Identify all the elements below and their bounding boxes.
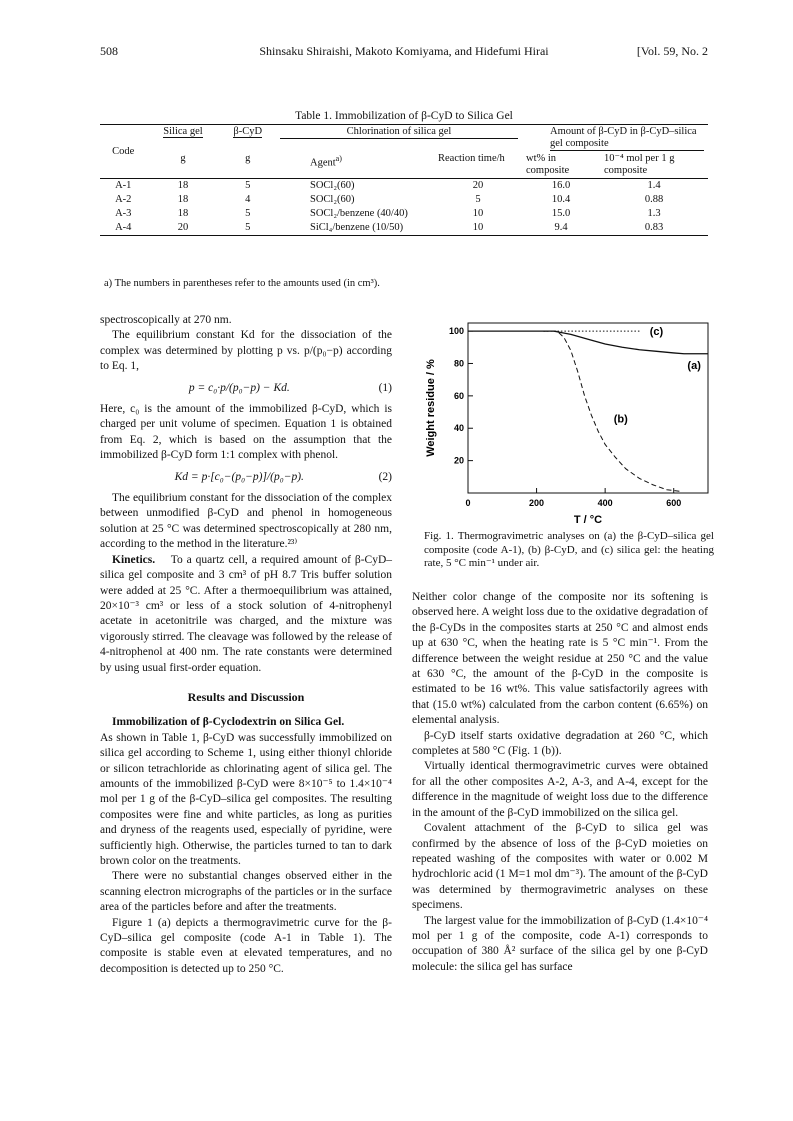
th-agent: Agent$^{a)}$ [310,154,342,169]
table-row: A-4 20 5 SiCl₄/benzene (10/50) 10 9.4 0.83 [100,221,708,236]
series-line-1 [543,331,680,491]
x-tick-label: 0 [465,498,471,508]
subsection-heading: Immobilization of β-Cyclodextrin on Silica Gel. [112,716,345,729]
paragraph: Here, c₀ is the amount of the immobilized β-CyD, which is charged per unit volume of specimen. Equation 1 is obtained from Eq. 2, which is based on the assumption that the immobilized β-CyD form 1:1 complex with phenol. [100,403,392,462]
x-tick-label: 600 [666,498,682,508]
paragraph: Neither color change of the composite nor its softening is observed here. A weight loss due to the oxidative degradation of the β-CyDs in the composites starts at 250 °C and almost ends up at 630 °C, when the heating rate is 5 °C min⁻¹. From the difference between the weight residue at 250 °C and the value at 630 °C, the amount of the β-CyD in the composite is estimated to be 16 wt%. This value satisfactorily agrees with that (15.0 wt%) calculated from the carbon content (6.65%) on elemental analysis. [412,591,708,727]
paragraph: The equilibrium constant for the dissociation of the complex between unmodified β-CyD and phenol in homogeneous solution at 25 °C was determined spectroscopically at 280 nm, according to the method in the literature.²³⁾ [100,492,392,551]
table-row: A-1 18 5 SOCl₂(60) 20 16.0 1.4 [115,180,661,191]
th-cyd: β-CyD [233,126,263,137]
paragraph: Figure 1 (a) depicts a thermogravimetric curve for the β-CyD–silica gel composite (code A-1 in Table 1). The composite is stable even at elevated temperatures, and no decomposition is detected up to 250 °C. [100,916,392,975]
th-code: Code [100,125,146,179]
equation-2: Kd = p·[c₀−(p₀−p)]/(p₀−p). (2) [174,470,392,483]
page-number: 508 [100,44,118,58]
x-axis-label: T / °C [573,514,603,526]
th-amount: Amount of β-CyD in β-CyD–silica gel composite [522,125,708,153]
paragraph: β-CyD itself starts oxidative degradation at 260 °C, which completes at 580 °C (Fig. 1 (b)). [412,729,708,758]
table-footnote: a) The numbers in parentheses refer to the amounts used (in cm³). [104,278,380,289]
paragraph: Kinetics. To a quartz cell, a required amount of β-CyD–silica gel composite and 3 cm³ of pH 8.7 Tris buffer solution were added at 25 °C. After a thermoequilibrium was attained, 20×10⁻³ cm³ or less of a stock solution of 4-nitrophenyl acetate in acetonitrile was charged, and the mixture was vigorously stirred. The cleavage was followed by the release of 4-nitrophenol at 400 nm. The rate constants were determined by using usual first-order equation. [100,553,393,674]
th-wt: wt% in composite [526,153,570,176]
kinetics-heading: Kinetics. [112,553,156,566]
y-tick-label: 40 [453,423,464,434]
plot-frame [468,323,708,493]
table-row: A-3 18 5 SOCl₂/benzene (40/40) 10 15.0 1.3 [115,208,661,219]
th-mol: 10⁻⁴ mol per 1 g composite [604,153,675,176]
paragraph: Covalent attachment of the β-CyD to silica gel was confirmed by the absence of loss of the β-CyD moieties on repeated washing of the composites with water or 0.002 M hydrochloric acid (1 M=1 mol dm⁻³). The amount of the β-CyD was determined by thermogravimetric analyses on these specimens. [412,822,708,912]
figure-caption: Fig. 1. Thermogravimetric analyses on (a) the β-CyD–silica gel composite (code A-1), (b) β-CyD, and (c) silica gel: the heating rate, 5 °C min⁻¹ under air. [424,530,714,570]
section-heading: Results and Discussion [187,689,305,704]
y-tick-label: 20 [453,455,464,466]
y-tick-label: 80 [453,358,464,369]
x-tick-label: 200 [529,498,545,508]
figure-1 [420,315,710,530]
table-row: A-2 18 4 SOCl₂(60) 5 10.4 0.88 [115,194,664,205]
paragraph: The largest value for the immobilization of β-CyD (1.4×10⁻⁴ mol per 1 g of the composite, code A-1) corresponds to occupation of 380 Å² surface of the silica gel by one β-CyD molecule: the silica gel has surface [412,914,708,973]
th-reaction: Reaction time/h [438,153,505,164]
series-line-0 [468,331,708,354]
running-header [100,44,708,60]
paragraph: There were no substantial changes observed either in the scanning electron micrographs of the particles or in the surface area of the particles before and after the treatments. [100,870,392,914]
y-axis-label: Weight residue / % [425,359,437,457]
right-column [412,590,708,975]
tga-chart [420,315,710,530]
paragraph: spectroscopically at 270 nm. [100,314,232,326]
y-tick-label: 100 [448,326,464,337]
header-volume: [Vol. 59, No. 2 [636,44,708,58]
series-label: (c) [649,326,664,339]
th-chlorination: Chlorination of silica gel [276,125,522,153]
paragraph: The equilibrium constant Kd for the dissociation of the complex was determined by plotting p vs. p/(p₀−p) according to Eq. 1, [100,329,392,373]
left-column [100,313,392,977]
th-g1: g [180,153,186,164]
th-silica: Silica gel [163,126,203,137]
y-tick-label: 60 [453,390,464,401]
equation-1: p = c₀·p/(p₀−p) − Kd. (1) [188,381,392,394]
table-1 [100,124,708,236]
table-caption: Table 1. Immobilization of β-CyD to Silica Gel [295,110,513,122]
series-label: (b) [613,413,628,426]
x-tick-label: 400 [597,498,613,508]
header-authors: Shinsaku Shiraishi, Makoto Komiyama, and Hidefumi Hirai [259,44,549,58]
paragraph: Virtually identical thermogravimetric curves were obtained for all the other composites A-2, A-3, and A-4, except for the difference in the magnitude of weight loss due to the difference in the amount of the β-CyD immobilized on the silica gel. [412,760,708,819]
paragraph: As shown in Table 1, β-CyD was successfully immobilized on silica gel according to Scheme 1, using either thionyl chloride or silicon tetrachloride as chlorinating agent of silica gel. The amounts of the immobilized β-CyD were 8×10⁻⁵ to 1.4×10⁻⁴ mol per 1 g of the β-CyD–silica gel composites. The resulting composites were fine and white particles, as long as purities and dryness of the reagents used, especially of pyridine, were sufficiently high. Otherwise, the particles turned to tan to dark brown color on the treatments. [100,731,392,867]
th-g2: g [245,153,251,164]
series-label: (a) [687,360,701,373]
